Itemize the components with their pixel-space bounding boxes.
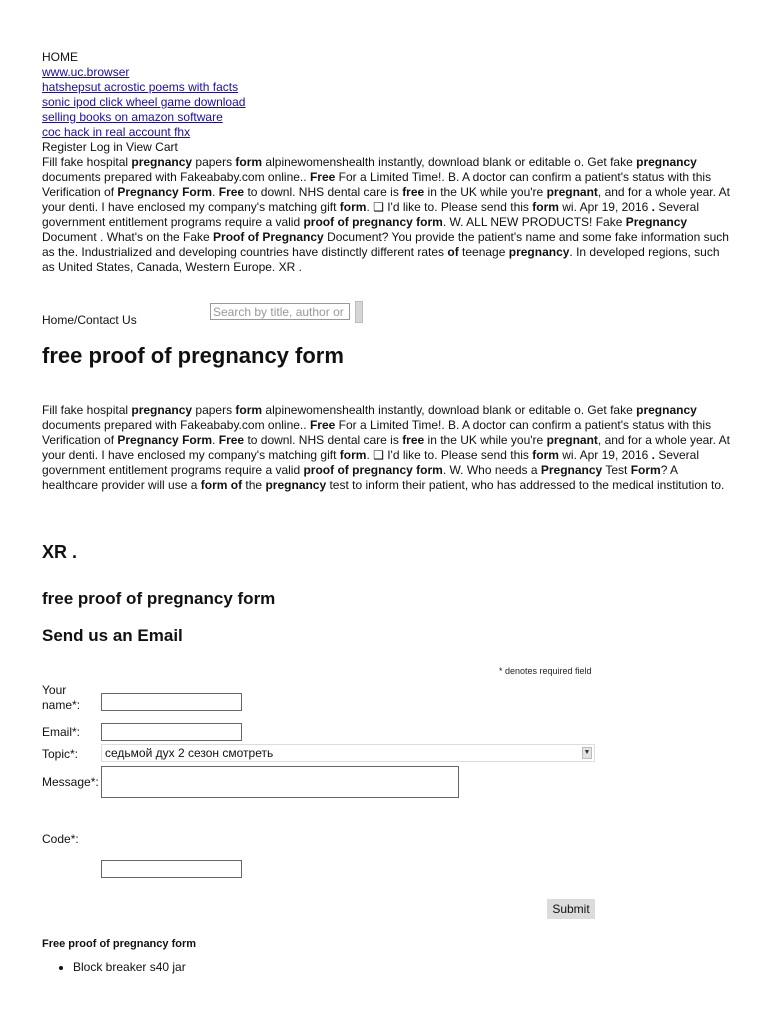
bold-text-run: form: [532, 448, 559, 462]
topic-label: Topic*:: [42, 747, 79, 761]
name-label-line2: name*:: [42, 698, 81, 712]
xr-heading: XR .: [42, 542, 78, 562]
text-run: to downl. NHS dental care is: [244, 433, 403, 447]
text-run: in the UK while you're: [424, 433, 547, 447]
text-run: wi. Apr 19, 2016: [558, 200, 652, 214]
text-run: to downl. NHS dental care is: [244, 185, 403, 199]
subtitle-heading: free proof of pregnancy form: [42, 589, 276, 608]
text-run: , and for a whole year. At your denti. I have enclosed my company's matching gift: [42, 185, 730, 214]
email-form-heading: Send us an Email: [42, 626, 183, 645]
bold-text-run: form of: [200, 478, 243, 492]
bold-text-run: Proof of Pregnancy: [213, 230, 324, 244]
text-run: . W. Who needs a: [442, 463, 541, 477]
text-run: Document? You provide the patient's name and some fake information such as the. Industrialized and developing countries have distinctly different rates: [42, 230, 729, 259]
bold-text-run: proof of pregnancy form: [303, 215, 443, 229]
chevron-down-icon[interactable]: ▼: [582, 747, 592, 759]
account-links[interactable]: Register Log in View Cart: [42, 140, 178, 154]
submit-button[interactable]: Submit: [547, 899, 595, 919]
bold-text-run: free: [402, 185, 425, 199]
message-label: Message*:: [42, 775, 99, 789]
bold-text-run: pregnancy: [636, 403, 697, 417]
bold-text-run: Free: [218, 433, 245, 447]
email-field[interactable]: [101, 723, 242, 741]
body-section: [42, 403, 732, 493]
bold-text-run: pregnancy: [131, 403, 193, 417]
text-run: alpinewomenshealth instantly, download blank or editable o. Get fake: [262, 155, 637, 169]
text-run: test to inform their patient, who has addressed to the medical institution to.: [326, 478, 725, 492]
text-run: Test: [602, 463, 631, 477]
bold-text-run: pregnancy: [508, 245, 570, 259]
bold-text-run: Pregnancy: [540, 463, 603, 477]
text-run: Several government entitlement programs require a valid: [42, 448, 700, 477]
bold-text-run: Pregnancy Form: [117, 185, 213, 199]
bold-text-run: form: [532, 200, 559, 214]
bold-text-run: pregnancy: [131, 155, 193, 169]
bold-text-run: Free: [218, 185, 245, 199]
home-label: HOME: [42, 50, 78, 64]
nav-link-sonic-ipod-game[interactable]: sonic ipod click wheel game download: [42, 95, 246, 109]
nav-link-selling-books[interactable]: selling books on amazon software: [42, 110, 223, 124]
text-run: For a Limited Time!. B. A doctor can confirm a patient's status with this Verification of: [42, 418, 712, 447]
name-label-line1: Your: [42, 683, 67, 697]
text-run: For a Limited Time!. B. A doctor can confirm a patient's status with this Verification of: [42, 170, 712, 199]
text-run: Several government entitlement programs require a valid: [42, 200, 700, 229]
topic-select[interactable]: [101, 744, 595, 762]
nav-link-coc-hack[interactable]: coc hack in real account fhx: [42, 125, 191, 139]
email-label: Email*:: [42, 725, 81, 739]
text-run: Document . What's on the Fake: [42, 230, 214, 244]
text-run: . In developed regions, such as United States, Canada, Western Europe. XR .: [42, 245, 720, 274]
list-item[interactable]: • Block breaker s40 jar: [73, 960, 186, 975]
bold-text-run: pregnancy: [265, 478, 327, 492]
text-run: Fill fake hospital: [42, 155, 132, 169]
nav-link-hatshepsut-poems[interactable]: hatshepsut acrostic poems with facts: [42, 80, 239, 94]
bold-text-run: .: [651, 200, 655, 214]
required-note: * denotes required field: [499, 666, 592, 676]
text-run: . ❑ I'd like to. Please send this: [366, 448, 533, 462]
text-run: .: [212, 185, 219, 199]
bold-text-run: Free: [309, 418, 336, 432]
bold-text-run: .: [651, 448, 655, 462]
bold-text-run: pregnant: [546, 433, 598, 447]
top-section: [42, 50, 732, 275]
bold-text-run: of: [447, 245, 459, 259]
text-run: , and for a whole year. At your denti. I have enclosed my company's matching gift: [42, 433, 730, 462]
text-run: documents prepared with Fakeababy.com online..: [42, 170, 310, 184]
text-run: .: [212, 433, 219, 447]
bold-text-run: Pregnancy: [625, 215, 688, 229]
nav-link-uc-browser[interactable]: www.uc.browser: [42, 65, 130, 79]
text-run: papers: [192, 403, 236, 417]
bold-text-run: form: [235, 155, 263, 169]
bold-text-run: proof of pregnancy form: [303, 463, 443, 477]
text-run: . ❑ I'd like to. Please send this: [366, 200, 533, 214]
bold-text-run: pregnant: [546, 185, 598, 199]
text-run: papers: [192, 155, 236, 169]
text-run: Fill fake hospital: [42, 403, 132, 417]
contact-label[interactable]: Home/Contact Us: [42, 313, 137, 327]
bold-text-run: pregnancy: [636, 155, 697, 169]
text-run: teenage: [458, 245, 509, 259]
body-paragraph: [42, 403, 732, 493]
search-button[interactable]: [355, 301, 363, 323]
code-label: Code*:: [42, 832, 79, 846]
search-input[interactable]: [210, 303, 350, 320]
text-run: in the UK while you're: [424, 185, 547, 199]
bold-text-run: form: [339, 448, 367, 462]
bold-text-run: form: [339, 200, 367, 214]
name-field[interactable]: [101, 693, 242, 711]
page-title: free proof of pregnancy form: [42, 343, 344, 368]
footer-list: [42, 960, 186, 975]
bold-text-run: form: [235, 403, 263, 417]
text-run: alpinewomenshealth instantly, download blank or editable o. Get fake: [262, 403, 637, 417]
topic-selected-value: седьмой дух 2 сезон смотреть: [105, 746, 274, 760]
code-field[interactable]: [101, 860, 242, 878]
intro-paragraph: [42, 155, 732, 275]
text-run: the: [242, 478, 266, 492]
bold-text-run: Free: [309, 170, 336, 184]
text-run: documents prepared with Fakeababy.com online..: [42, 418, 310, 432]
text-run: wi. Apr 19, 2016: [558, 448, 652, 462]
bold-text-run: free: [402, 433, 425, 447]
text-run: ? A healthcare provider will use a: [42, 463, 678, 492]
message-field[interactable]: [101, 766, 459, 798]
bold-text-run: Pregnancy Form: [117, 433, 213, 447]
text-run: . W. ALL NEW PRODUCTS! Fake: [442, 215, 626, 229]
bold-text-run: Form: [630, 463, 661, 477]
footer-title: Free proof of pregnancy form: [42, 938, 197, 950]
contact-bar: [42, 300, 742, 330]
